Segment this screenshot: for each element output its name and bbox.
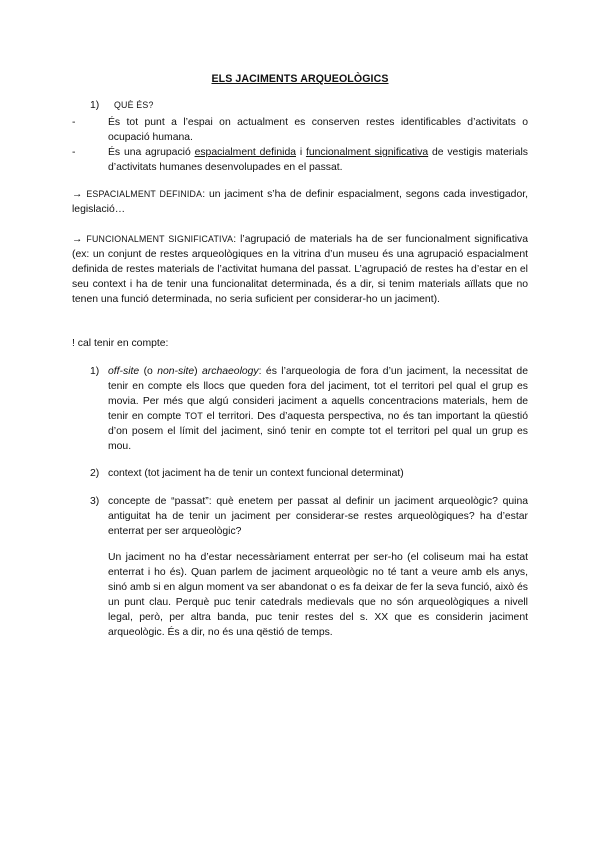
arrow-icon: → xyxy=(72,234,83,245)
bullet-text: És una agrupació espacialment definida i funcionalment significativa de vestigis materials d’activitats humanes desenvolupades en el passat. xyxy=(108,147,528,173)
definition-label: ESPACIALMENT DEFINIDA xyxy=(86,189,203,199)
underlined-term: espacialment definida xyxy=(194,147,296,158)
section-what-is xyxy=(72,98,528,175)
list-text: concepte de “passat”: què enetem per passat al definir un jaciment arqueològic? quina antiguitat ha de tenir un jaciment per considerar-se restes arqueològiques? ha d’estar enterrat per ser arqueològic? xyxy=(108,496,528,537)
list-number: 3) xyxy=(90,496,100,507)
list-item xyxy=(72,494,528,640)
page-title: ELS JACIMENTS ARQUEOLÒGICS xyxy=(211,73,389,85)
section-number: 1) xyxy=(90,100,100,111)
definition-functional: → FUNCIONALMENT SIGNIFICATIVA: l’agrupació de materials ha de ser funcionalment significativa (ex: un conjunt de restes arqueològiques en la vitrina d’un museu és una agrupació espacialment definida de restes materials de l’activitat humana del passat. L’agrupació de restes ha d’estar en el seu context i ha de tenir una funcionalitat determinada, és a dir, si tenim materials aïllats que no tenen una funció determinada, no seria suficient per considerar-ho un jaciment). xyxy=(72,234,528,305)
list-paragraph: Un jaciment no ha d’estar necessàriament enterrat per ser-ho (el coliseum mai ha estat enterrat i ho és). Quan parlem de jaciment arqueològic no té tant a veure amb els anys, sinó amb si en algun moment va ser abandonat o es fa deixar de fer la seva funció, això és un punt clau. Perquè puc tenir catedrals medievals que no són arqueològiques a nivell legal, però, per altra banda, puc tenir restes del s. XX que es considerin jaciment arqueològic. És a dir, no és una qëstió de temps. xyxy=(108,552,528,638)
section-heading xyxy=(72,98,528,113)
list-number: 2) xyxy=(90,468,100,479)
underlined-term: funcionalment significativa xyxy=(305,147,429,158)
bullet-dash: - xyxy=(72,117,76,128)
list-item xyxy=(72,466,528,481)
list-text: off-site (o non-site) archaeology: és l’arqueologia de fora d’un jaciment, la necessitat de tenir en compte els llocs que queden fora del jaciment, tot el territori pel qual el grup es movia. Per més que algú consideri jaciment a aquells concentracions materials, hem de tenir en compte TOT el territori. Des d’aquesta perspectiva, no és tan important la qüestió d’on posem el límit del jaciment, sinó tenir en compte tot el territori pel qual un grup es mou. xyxy=(108,366,528,452)
definition-label: FUNCIONALMENT SIGNIFICATIVA xyxy=(86,234,234,244)
bullet-item xyxy=(72,115,528,145)
list-text: context (tot jaciment ha de tenir un context funcional determinat) xyxy=(108,468,404,479)
list-item xyxy=(72,364,528,454)
section-heading-text: QUÈ ÉS? xyxy=(114,100,154,110)
bullet-text: És tot punt a l’espai on actualment es conserven restes identificables d’activitats o ocupació humana. xyxy=(108,117,528,143)
bullet-item xyxy=(72,145,528,175)
list-number: 1) xyxy=(90,366,100,377)
bullet-dash: - xyxy=(72,147,76,158)
definition-spatial: → ESPACIALMENT DEFINIDA: un jaciment s’ha de definir espacialment, segons cada investigador, legislació… xyxy=(72,189,528,215)
note-text: ! cal tenir en compte: xyxy=(72,338,169,349)
arrow-icon: → xyxy=(72,189,83,200)
